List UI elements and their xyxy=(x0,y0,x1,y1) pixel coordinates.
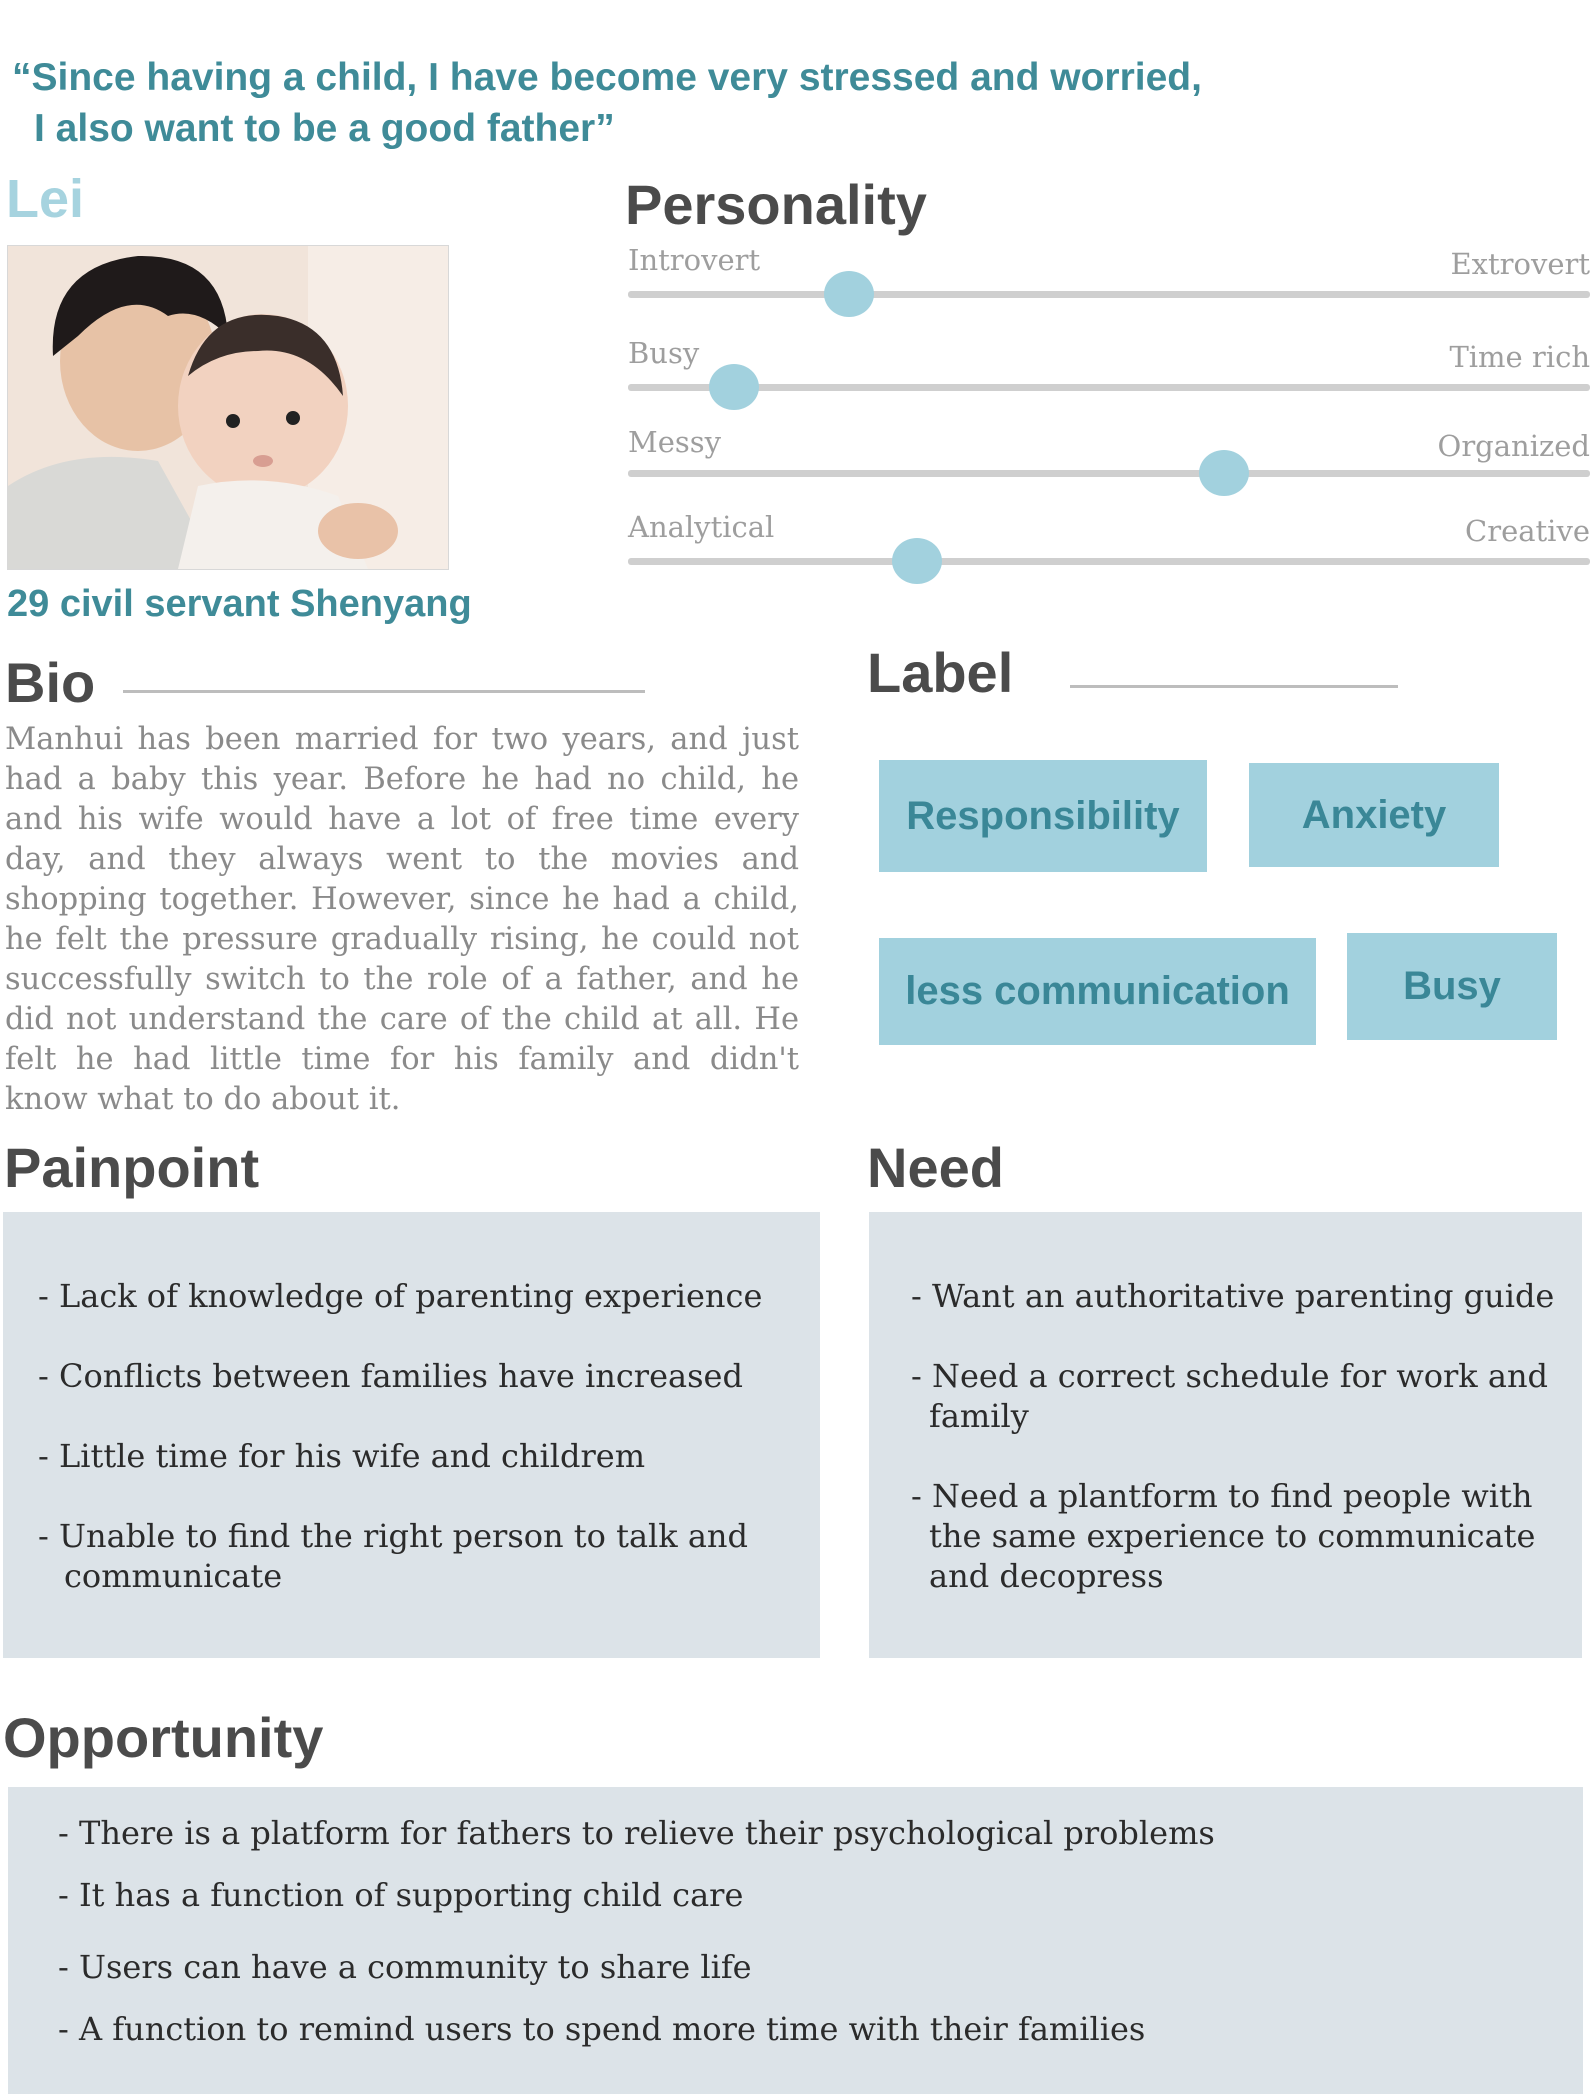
need-item-text-cont: and decopress xyxy=(929,1557,1164,1595)
label-title: Label xyxy=(867,641,1014,704)
slider-right-label: Creative xyxy=(1465,514,1590,548)
slider-left-label: Busy xyxy=(628,336,700,370)
quote-line-2: I also want to be a good father” xyxy=(34,107,615,150)
painpoint-item-text: - Lack of knowledge of parenting experience xyxy=(38,1277,763,1315)
bio-title: Bio xyxy=(5,651,96,714)
opportunity-item: - A function to remind users to spend more time with their families xyxy=(58,2010,1146,2048)
slider-left-label: Analytical xyxy=(628,510,775,544)
need-item-text: - Need a correct schedule for work and xyxy=(911,1357,1549,1395)
persona-photo xyxy=(7,245,449,570)
painpoint-item xyxy=(38,1436,645,1476)
opportunity-item: - It has a function of supporting child care xyxy=(58,1876,744,1914)
quote-line-1: “Since having a child, I have become very stressed and worried, xyxy=(12,56,1202,99)
need-title: Need xyxy=(867,1136,1004,1199)
opportunity-item: - There is a platform for fathers to relieve their psychological problems xyxy=(58,1814,1215,1852)
need-item xyxy=(911,1356,1548,1436)
slider-left-label: Introvert xyxy=(628,243,761,277)
slider-knob xyxy=(1199,450,1249,496)
slider-track xyxy=(628,558,1590,565)
tag-anxiety: Anxiety xyxy=(1249,763,1499,867)
need-item xyxy=(911,1276,1554,1316)
slider-track xyxy=(628,291,1590,298)
opportunity-item: - Users can have a community to share life xyxy=(58,1948,752,1986)
persona-meta: 29 civil servant Shenyang xyxy=(7,583,472,625)
tag-responsibility: Responsibility xyxy=(879,760,1207,872)
need-item-text: - Need a plantform to find people with xyxy=(911,1477,1533,1515)
painpoint-box xyxy=(3,1212,820,1658)
slider-knob xyxy=(892,538,942,584)
opportunity-title: Opportunity xyxy=(3,1706,324,1769)
need-item-text-cont: family xyxy=(929,1397,1029,1435)
slider-knob xyxy=(709,364,759,410)
bio-text: Manhui has been married for two years, and just had a baby this year. Before he had no child, he and his wife would have a lot of free time every day, and they always went to the movies and shopping together. However, since he had a child, he felt the pressure gradually rising, he could not successfully switch to the role of a father, and he did not understand the care of the child at all. He felt he had little time for his family and didn't know what to do about it. xyxy=(5,722,799,1117)
bio-divider xyxy=(123,690,645,693)
label-divider xyxy=(1070,685,1398,688)
slider-right-label: Time rich xyxy=(1449,340,1590,374)
slider-right-label: Extrovert xyxy=(1450,247,1590,281)
painpoint-item-text-cont: communicate xyxy=(64,1557,283,1595)
slider-track xyxy=(628,384,1590,391)
painpoint-item-text: - Conflicts between families have increased xyxy=(38,1357,743,1395)
slider-right-label: Organized xyxy=(1437,429,1590,463)
painpoint-item xyxy=(38,1356,743,1396)
painpoint-item-text: - Little time for his wife and childrem xyxy=(38,1437,646,1475)
opportunity-box xyxy=(8,1787,1583,2094)
need-box xyxy=(869,1212,1582,1658)
need-item-text: - Want an authoritative parenting guide xyxy=(911,1277,1555,1315)
need-item-text-cont: the same experience to communicate xyxy=(929,1517,1536,1555)
persona-quote xyxy=(12,52,1372,154)
slider-knob xyxy=(824,271,874,317)
painpoint-item-text: - Unable to find the right person to talk and xyxy=(38,1517,748,1555)
tag-busy: Busy xyxy=(1347,933,1557,1040)
personality-title: Personality xyxy=(625,173,927,236)
need-item xyxy=(911,1476,1535,1596)
slider-track xyxy=(628,470,1590,477)
tag-less-communication: less communication xyxy=(879,938,1316,1045)
father-holding-baby-photo xyxy=(8,246,448,569)
painpoint-title: Painpoint xyxy=(4,1136,260,1199)
painpoint-item xyxy=(38,1516,748,1596)
persona-name: Lei xyxy=(6,169,85,229)
painpoint-item xyxy=(38,1276,762,1316)
slider-left-label: Messy xyxy=(628,425,722,459)
